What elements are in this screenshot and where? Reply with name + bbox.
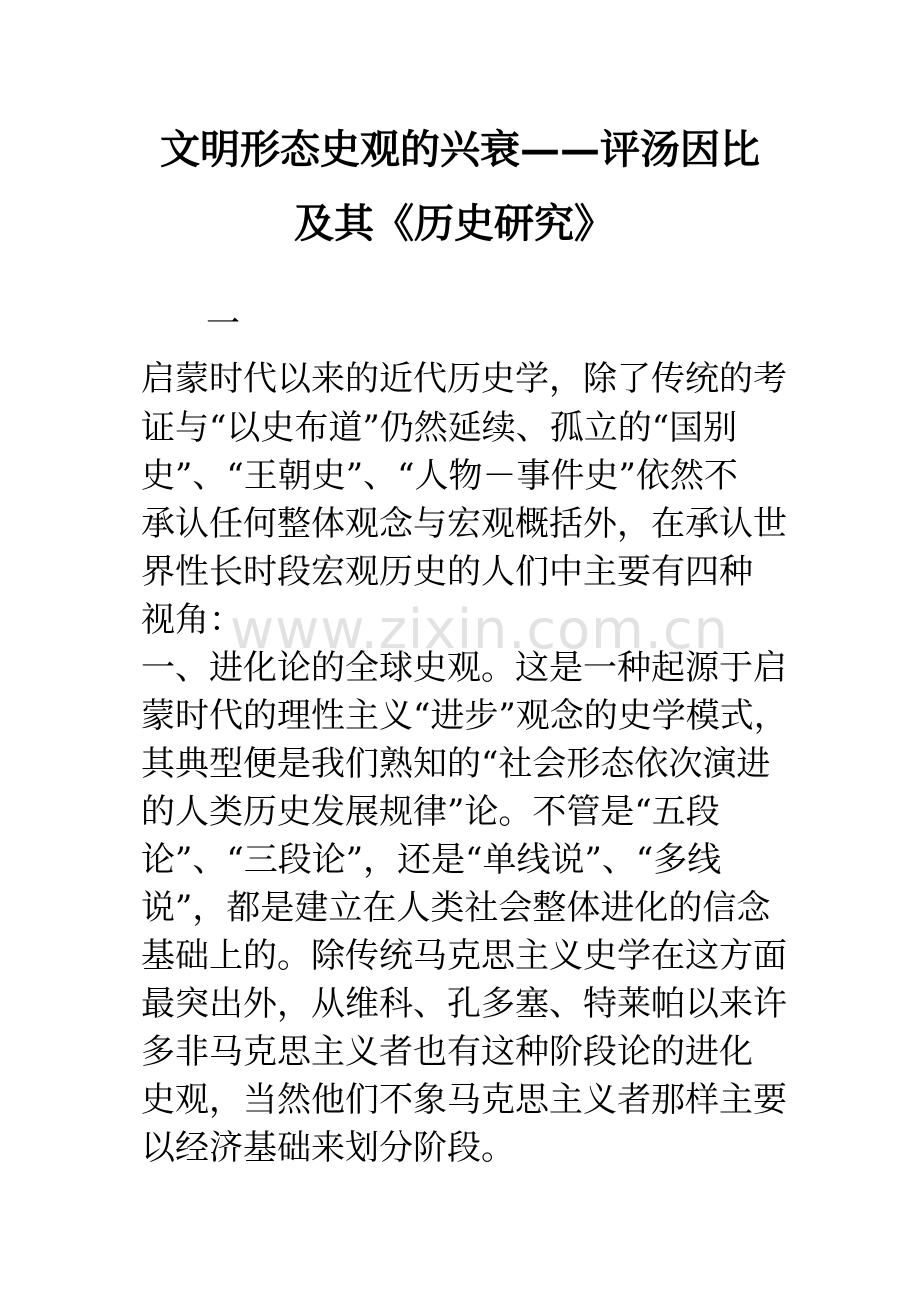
body-line: 启蒙时代以来的近代历史学，除了传统的考 [141, 359, 787, 399]
section-number: 一 [206, 304, 240, 344]
body-line: 视角： [141, 600, 243, 640]
body-line: 最突出外，从维科、孔多塞、特莱帕以来许 [141, 984, 787, 1024]
body-line: 基础上的。除传统马克思主义史学在这方面 [141, 936, 787, 976]
document-title-line-2: 及其《历史研究》 [294, 200, 614, 247]
document-title-line-1: 文明形态史观的兴衰——评汤因比 [160, 126, 760, 173]
body-line: 以经济基础来划分阶段。 [141, 1128, 515, 1168]
body-line: 承认任何整体观念与宏观概括外，在承认世 [141, 504, 787, 544]
body-line: 的人类历史发展规律”论。不管是“五段 [141, 792, 720, 832]
body-line: 蒙时代的理性主义“进步”观念的史学模式， [141, 696, 788, 736]
body-line: 史”、“王朝史”、“人物－事件史”依然不 [141, 456, 738, 496]
body-line: 说”，都是建立在人类社会整体进化的信念 [141, 888, 771, 928]
body-line: 证与“以史布道”仍然延续、孤立的“国别 [141, 408, 738, 448]
watermark: www.zixin.com.cn [230, 598, 729, 661]
body-line: 一、进化论的全球史观。这是一种起源于启 [141, 648, 787, 688]
body-line: 其典型便是我们熟知的“社会形态依次演进 [141, 744, 771, 784]
body-line: 论”、“三段论”，还是“单线说”、“多线 [141, 840, 722, 880]
body-line: 史观，当然他们不象马克思主义者那样主要 [141, 1080, 787, 1120]
body-line: 界性长时段宏观历史的人们中主要有四种 [141, 552, 753, 592]
body-line: 多非马克思主义者也有这种阶段论的进化 [141, 1032, 753, 1072]
